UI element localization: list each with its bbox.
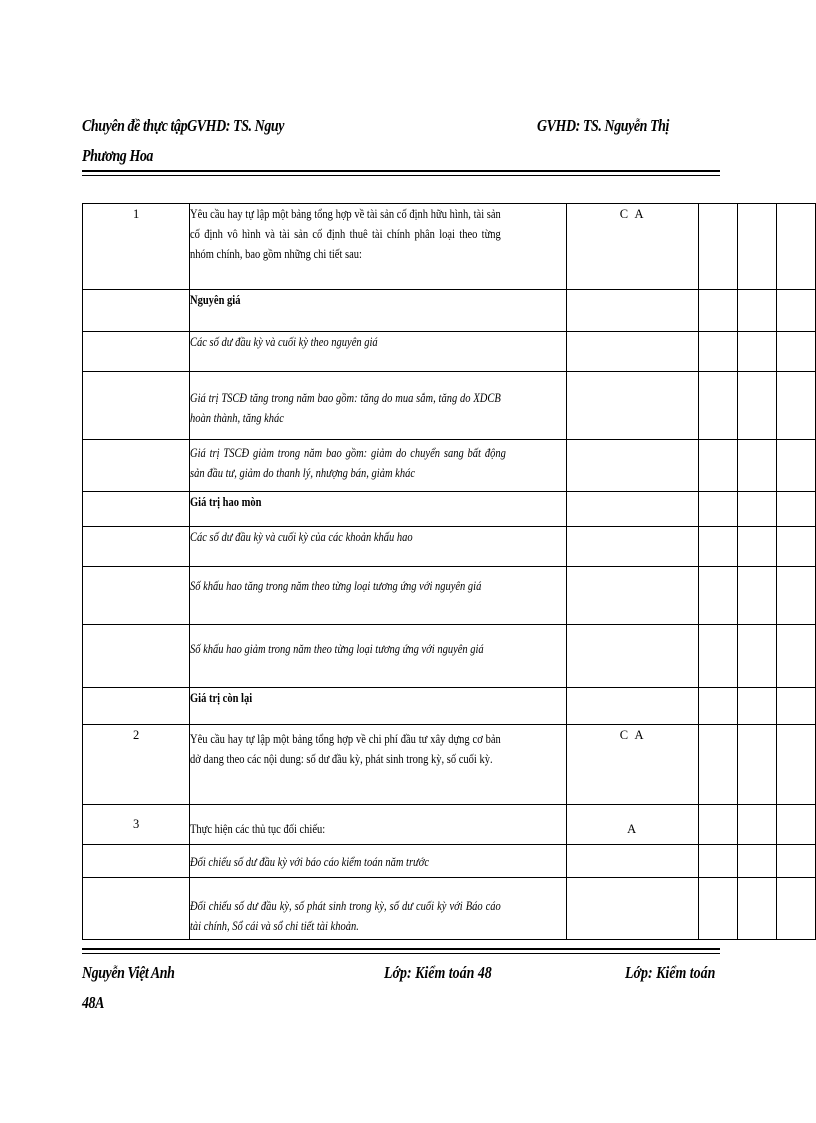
row-result: A bbox=[567, 805, 699, 845]
header-rule-thick bbox=[82, 170, 720, 172]
table-row bbox=[83, 567, 816, 625]
row-number bbox=[83, 440, 190, 492]
header-title: Chuyên đề thực tậpGVHD: TS. Nguy bbox=[82, 116, 285, 135]
header-left bbox=[82, 111, 284, 171]
row-result bbox=[567, 845, 699, 878]
row-description: Yêu cầu hay tự lập một bảng tổng hợp về chi phí đầu tư xây dựng cơ bản dở dang theo các nội dung: số dư đầu kỳ, phát sinh trong kỳ, số cuối kỳ. bbox=[190, 725, 567, 805]
table-row bbox=[83, 332, 816, 372]
row-description: Giá trị TSCĐ giảm trong năm bao gồm: giảm do chuyển sang bất động sản đầu tư, giảm do thanh lý, nhượng bán, giảm khác bbox=[190, 440, 567, 492]
row-number: 2 bbox=[83, 725, 190, 805]
row-description: Giá trị hao mòn bbox=[190, 492, 567, 527]
row-number bbox=[83, 527, 190, 567]
row-result bbox=[567, 372, 699, 440]
row-description: Số khấu hao tăng trong năm theo từng loại tương ứng với nguyên giá bbox=[190, 567, 567, 625]
row-result bbox=[567, 878, 699, 940]
footer-middle: Lớp: Kiểm toán 48 bbox=[384, 963, 492, 982]
row-number bbox=[83, 688, 190, 725]
row-result bbox=[567, 440, 699, 492]
table-row bbox=[83, 527, 816, 567]
row-description: Giá trị còn lại bbox=[190, 688, 567, 725]
row-description: Yêu cầu hay tự lập một bảng tổng hợp về tài sản cố định hữu hình, tài sản cố định vô hình và tài sản cố định thuê tài chính phân loại theo từng nhóm chính, bao gồm những chi tiết sau: bbox=[190, 204, 567, 290]
table-row bbox=[83, 625, 816, 688]
footer-class-code: 48A bbox=[82, 993, 105, 1012]
table-row bbox=[83, 805, 816, 845]
table-row bbox=[83, 440, 816, 492]
row-description: Các số dư đầu kỳ và cuối kỳ theo nguyên giá bbox=[190, 332, 567, 372]
row-result bbox=[567, 290, 699, 332]
table-row bbox=[83, 492, 816, 527]
footer-rule-thick bbox=[82, 948, 720, 950]
row-number bbox=[83, 372, 190, 440]
row-number bbox=[83, 332, 190, 372]
row-number bbox=[83, 878, 190, 940]
table-row bbox=[83, 290, 816, 332]
row-result bbox=[567, 492, 699, 527]
row-description: Nguyên giá bbox=[190, 290, 567, 332]
row-result: C A bbox=[567, 204, 699, 290]
footer-author: Nguyễn Việt Anh bbox=[82, 963, 175, 982]
header-rule-thin bbox=[82, 175, 720, 176]
row-description: Đối chiếu số dư đầu kỳ, số phát sinh trong kỳ, số dư cuối kỳ với Báo cáo tài chính, Sổ cái và sổ chi tiết tài khoản. bbox=[190, 878, 567, 940]
table-row bbox=[83, 725, 816, 805]
row-number bbox=[83, 625, 190, 688]
row-result bbox=[567, 567, 699, 625]
row-number bbox=[83, 567, 190, 625]
row-description: Đối chiếu số dư đầu kỳ với báo cáo kiểm toán năm trước bbox=[190, 845, 567, 878]
row-number bbox=[83, 492, 190, 527]
row-result bbox=[567, 527, 699, 567]
footer-right: Lớp: Kiểm toán bbox=[625, 963, 716, 982]
row-number: 3 bbox=[83, 805, 190, 845]
audit-program-table bbox=[82, 203, 816, 940]
row-result bbox=[567, 688, 699, 725]
table-row bbox=[83, 878, 816, 940]
row-number bbox=[83, 845, 190, 878]
row-description: Các số dư đầu kỳ và cuối kỳ của các khoản khấu hao bbox=[190, 527, 567, 567]
footer-rule-thin bbox=[82, 953, 720, 954]
table-row bbox=[83, 845, 816, 878]
table-row bbox=[83, 688, 816, 725]
row-description: Số khấu hao giảm trong năm theo từng loại tương ứng với nguyên giá bbox=[190, 625, 567, 688]
table-row bbox=[83, 204, 816, 290]
row-description: Giá trị TSCĐ tăng trong năm bao gồm: tăng do mua sắm, tăng do XDCB hoàn thành, tăng khác bbox=[190, 372, 567, 440]
row-number bbox=[83, 290, 190, 332]
footer-left bbox=[82, 958, 174, 1018]
table-row bbox=[83, 372, 816, 440]
header-right: GVHD: TS. Nguyễn Thị bbox=[537, 116, 669, 135]
row-number: 1 bbox=[83, 204, 190, 290]
row-result: C A bbox=[567, 725, 699, 805]
row-result bbox=[567, 625, 699, 688]
header-advisor-name: Phương Hoa bbox=[82, 146, 153, 165]
row-result bbox=[567, 332, 699, 372]
row-description: Thực hiện các thủ tục đối chiếu: bbox=[190, 805, 567, 845]
